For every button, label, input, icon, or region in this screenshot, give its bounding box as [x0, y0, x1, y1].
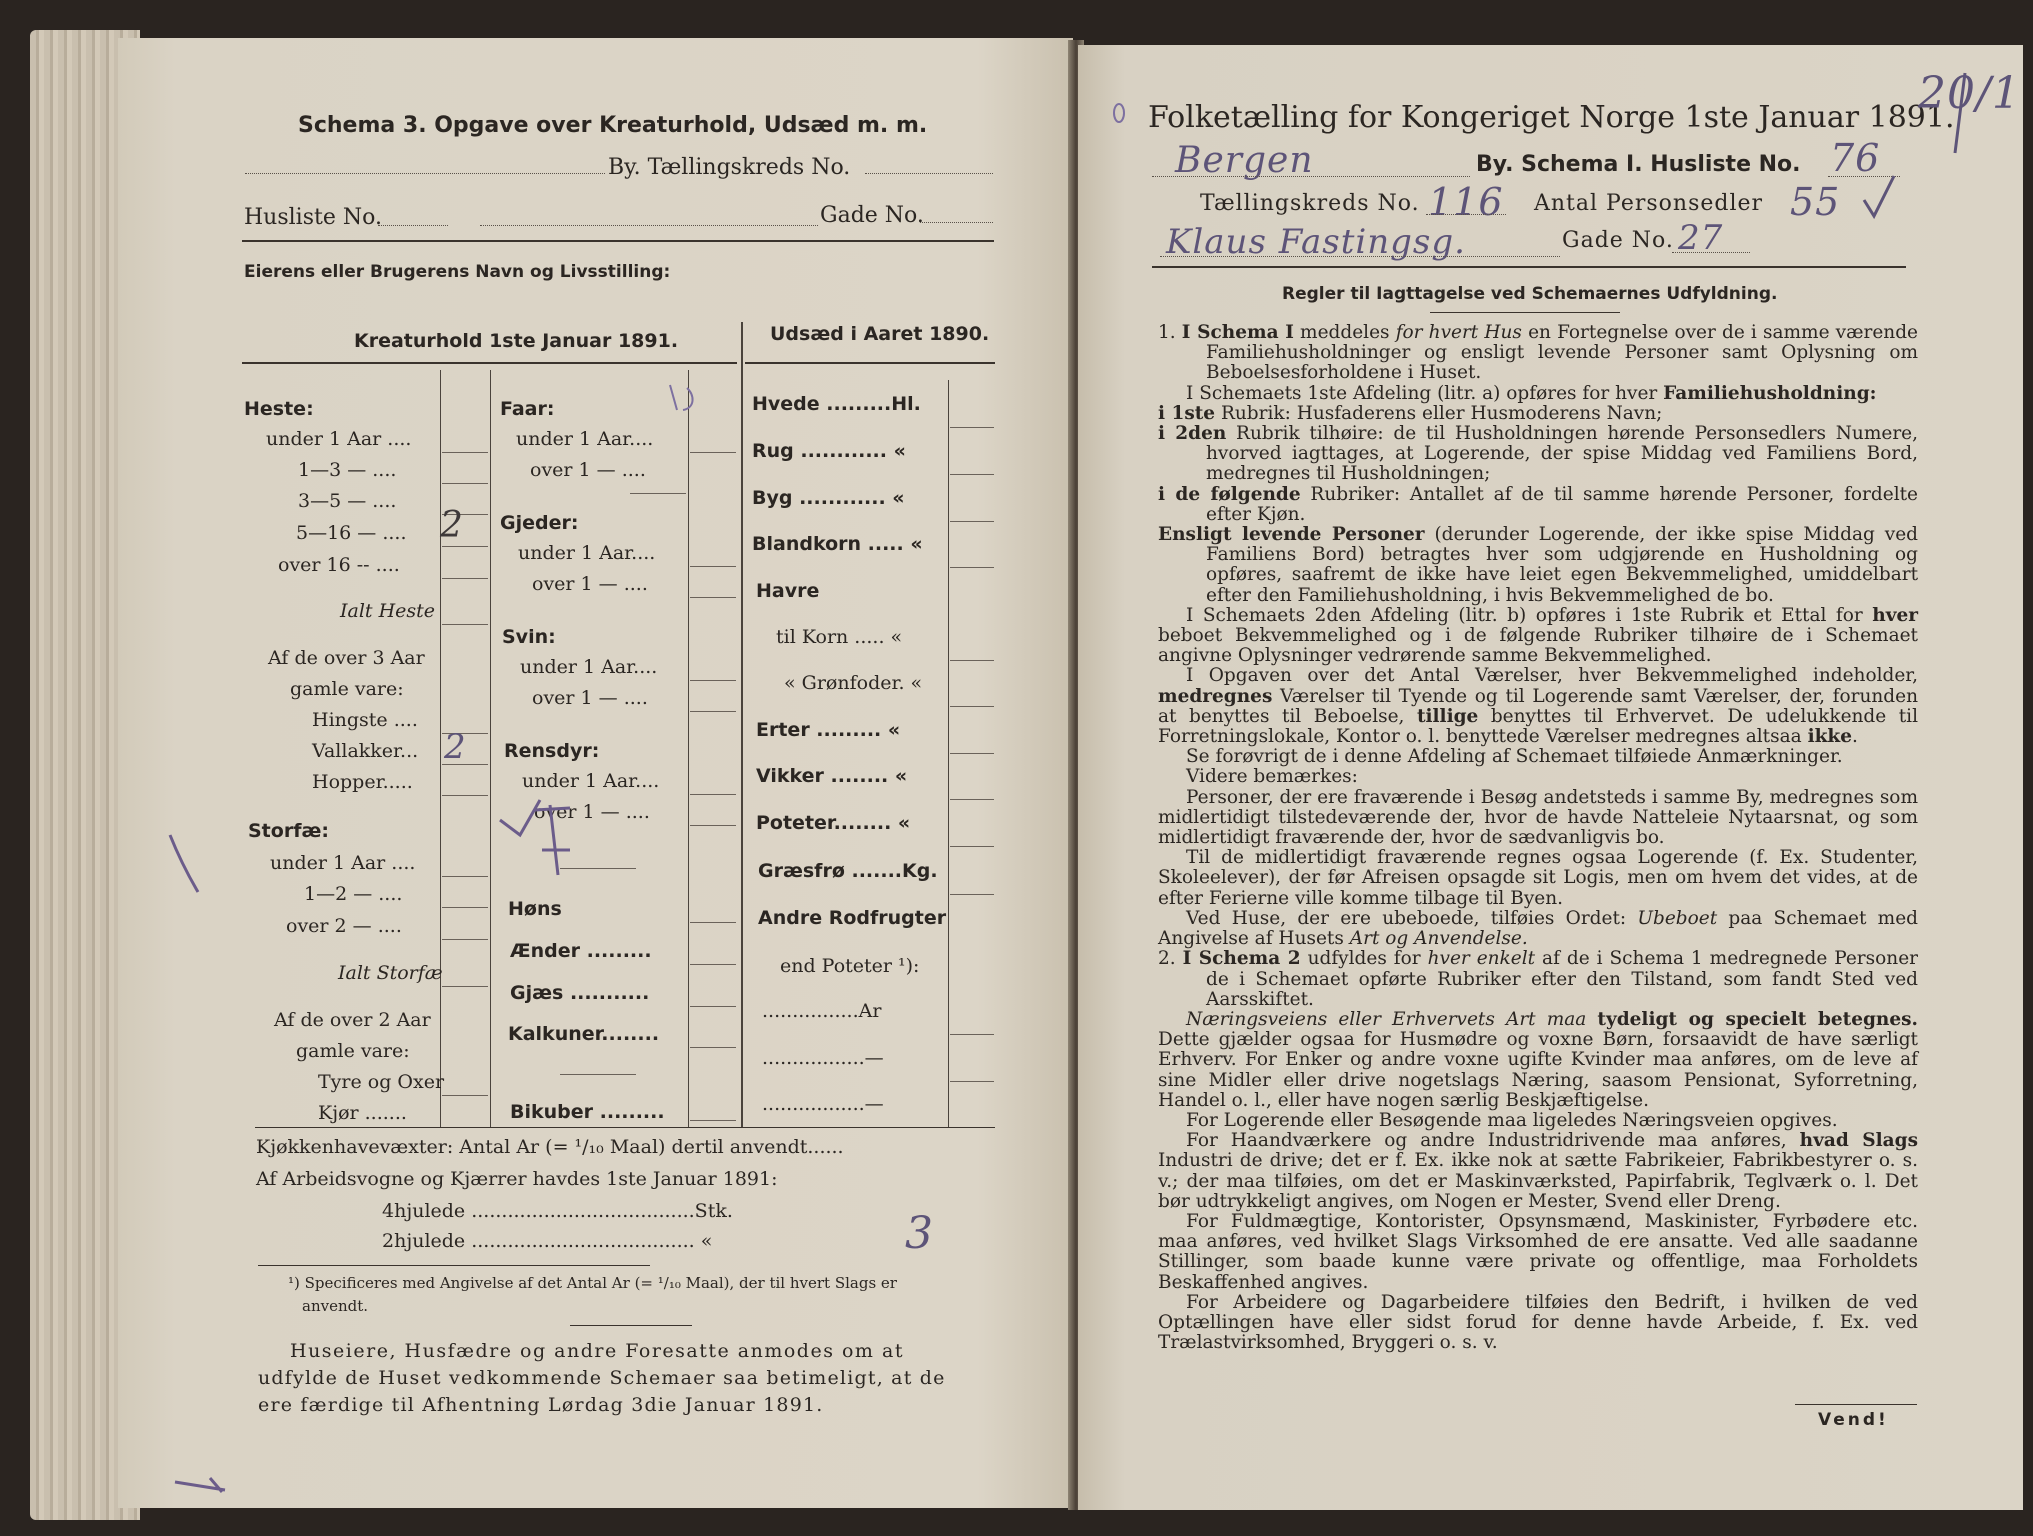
footnote-rule	[258, 1265, 650, 1266]
col1-box-left	[440, 370, 441, 1127]
poteter-label: Poteter........ «	[756, 812, 911, 834]
vikker-label: Vikker ........ «	[756, 765, 908, 787]
entry-slot	[690, 1120, 736, 1121]
rule-paragraph: I Opgaven over det Antal Værelser, hver Bekvemmelighed indeholder, medregnes Værelser til Tyende og til Logerende samt Værelser, der, forunden at benyttes til Beboelse, tillige benyttes til Erhvervet. De udelukkende til Forretningslokale, Kontor o. l. benyttede Værelser medregnes altsaa ikke.	[1158, 665, 1918, 748]
graesfro-label: Græsfrø .......Kg.	[758, 860, 938, 882]
entry-slot	[690, 452, 736, 453]
gjaes-label: Gjæs ...........	[510, 982, 650, 1004]
af-over2-label: gamle vare:	[296, 1040, 410, 1062]
gade-no-field	[920, 222, 993, 223]
handwritten-vallakker-count: 2	[444, 727, 467, 767]
pencil-mark	[1905, 68, 1985, 158]
col3-box-left	[948, 380, 949, 1127]
entry-slot	[950, 567, 994, 568]
city-field	[1152, 176, 1470, 177]
rule-paragraph: i 1ste Rubrik: Husfaderens eller Husmoderens Navn;	[1158, 402, 1663, 424]
gjeder-row: under 1 Aar....	[518, 542, 656, 564]
entry-slot	[950, 799, 994, 800]
entry-slot	[950, 894, 994, 895]
gronfoder-label: « Grønfoder. «	[784, 672, 923, 694]
hvede-label: Hvede .........Hl.	[752, 393, 921, 415]
husliste-field	[378, 225, 448, 226]
entry-slot	[442, 578, 488, 579]
kalkuner-label: Kalkuner........	[508, 1023, 660, 1045]
storfae-row: over 2 — ....	[286, 915, 402, 937]
faar-row: under 1 Aar....	[516, 428, 654, 450]
rug-label: Rug ............ «	[752, 440, 906, 462]
byg-label: Byg ............ «	[752, 487, 905, 509]
entry-slot	[950, 521, 994, 522]
storfae-row: 1—2 — ....	[304, 883, 403, 905]
pencil-scribble	[480, 780, 600, 890]
rule-paragraph: Personer, der ere fraværende i Besøg andetsteds i samme By, medregnes som midlertidigt tilstedeværende der, hvor de havde Natteleie Nytaarsnat, og som midlertidigt fraværende der, hvor de sædvanligvis bo.	[1158, 786, 1918, 849]
table-bottom-rule	[255, 1127, 995, 1128]
kreds-label: Tællingskreds No.	[1200, 191, 1420, 216]
eier-label: Eierens eller Brugerens Navn og Livsstilling:	[244, 262, 671, 282]
rule-paragraph: Ensligt levende Personer (derunder Logerende, der ikke spise Middag ved Familiens Bord) betragtes hver som udgjørende en Husholdning og opføres, saafremt de ikke have leiet egen Bekvemmelighed, umiddelbart efter den Familiehusholdning, i hvis Bekvemmelighed de bo.	[1158, 524, 1918, 606]
census-title: Folketælling for Kongeriget Norge 1ste Januar 1891.	[1148, 100, 1955, 135]
rule-paragraph: Videre bemærkes:	[1186, 766, 1358, 788]
entry-slot	[690, 964, 736, 965]
rule-paragraph: i 2den Rubrik tilhøire: de til Husholdningen hørende Personsedlers Numere, hvorved iagttages, at Logerende, der spise Middag ved Familiens Bord, medregnes til Husholdningen;	[1158, 423, 1918, 485]
entry-slot	[442, 546, 488, 547]
handwritten-kreds-no: 116	[1428, 180, 1504, 224]
gade-no-right-field	[1672, 252, 1750, 253]
arbeids-line: Af Arbeidsvogne og Kjærrer havdes 1ste Januar 1891:	[256, 1168, 778, 1190]
rule-paragraph: 2. I Schema 2 udfyldes for hver enkelt af de i Schema 1 medregnede Personer de i Schemaet opførte Rubriker efter den Tilstand, som fandt Sted ved Aarsskiftet.	[1158, 948, 1918, 1010]
handwritten-personsedler: 55	[1790, 180, 1841, 224]
col1-box-right	[490, 370, 491, 1127]
rensdyr-row: over 1 — ....	[534, 801, 650, 823]
rule-paragraph: For Arbeidere og Dagarbeidere tilføies den Bedrift, i hvilken de ved Optællingen have eller sidst forud for denne havde Arbeide, f. Ex. ved Trælastvirksomhed, Bryggeri o. s. v.	[1158, 1291, 1918, 1354]
af-over2-label: Af de over 2 Aar	[274, 1009, 431, 1031]
closing-text: ere færdige til Afhentning Lørdag 3die Januar 1891.	[258, 1394, 824, 1416]
handwritten-corner-note: 20/1	[1918, 68, 2021, 119]
entry-slot	[950, 753, 994, 754]
ialt-storfae: Ialt Storfæ	[338, 962, 443, 984]
by-schema-line: By. Schema I. Husliste No.	[1476, 152, 1801, 177]
af-over3-label: gamle vare:	[290, 678, 404, 700]
rensdyr-row: under 1 Aar....	[522, 770, 660, 792]
kjokken-line: Kjøkkenhavevæxter: Antal Ar (= ¹/₁₀ Maal) dertil anvendt......	[256, 1136, 844, 1158]
by-field	[245, 173, 605, 174]
entry-slot	[442, 907, 488, 908]
handwritten-heste-count: 2	[440, 505, 464, 546]
heste-row: 3—5 — ....	[298, 490, 397, 512]
closing-rule	[570, 1325, 692, 1326]
entry-slot	[690, 922, 736, 923]
erter-label: Erter ......... «	[756, 719, 901, 741]
udsaed-rule	[745, 362, 995, 364]
entry-slot	[690, 597, 736, 598]
rule-paragraph: Se forøvrigt de i denne Afdeling af Schemaet tilføiede Anmærkninger.	[1186, 746, 1843, 768]
storfae-label: Storfæ:	[248, 820, 329, 842]
aender-label: Ænder .........	[510, 940, 652, 962]
by-label: By. Tællingskreds No.	[608, 155, 851, 180]
gjeder-row: over 1 — ....	[532, 573, 648, 595]
andre-rodfrugter-label: Andre Rodfrugter	[758, 907, 947, 929]
pencil-mark	[160, 830, 210, 900]
header-rule	[242, 240, 994, 242]
hons-label: Høns	[508, 898, 562, 920]
rules-heading-rule	[1430, 312, 1620, 313]
entry-slot	[950, 846, 994, 847]
antal-label: Antal Personsedler	[1534, 191, 1764, 216]
vallakker-label: Vallakker...	[312, 740, 419, 762]
entry-slot	[950, 660, 994, 661]
kreatur-rule	[242, 362, 737, 364]
handwritten-street: Klaus Fastingsg.	[1166, 222, 1466, 262]
svin-label: Svin:	[502, 626, 556, 648]
vend-rule	[1795, 1404, 1917, 1405]
kjor-label: Kjør .......	[318, 1102, 407, 1124]
storfae-row: under 1 Aar ....	[270, 852, 416, 874]
ialt-heste: Ialt Heste	[340, 600, 436, 622]
kreatur-heading: Kreaturhold 1ste Januar 1891.	[354, 330, 679, 352]
entry-slot	[950, 474, 994, 475]
svin-row: under 1 Aar....	[520, 656, 658, 678]
firhjulede-line: 4hjulede .....................................Stk.	[382, 1200, 733, 1222]
blandkorn-label: Blandkorn ..... «	[752, 533, 923, 555]
entry-slot	[442, 1095, 488, 1096]
gade-field-left	[480, 225, 818, 226]
handwritten-gade-no: 27	[1678, 218, 1724, 258]
rules-heading: Regler til Iagttagelse ved Schemaernes Udfyldning.	[1282, 284, 1778, 304]
entry-slot	[442, 452, 488, 453]
heste-row: 1—3 — ....	[298, 459, 397, 481]
entry-slot	[690, 794, 736, 795]
rule-paragraph: For Logerende eller Besøgende maa ligeledes Næringsveien opgives.	[1186, 1109, 1838, 1131]
main-divider	[741, 322, 743, 1127]
street-field	[1160, 256, 1560, 257]
af-over3-label: Af de over 3 Aar	[268, 647, 425, 669]
entry-slot	[442, 624, 488, 625]
footnote: anvendt.	[302, 1297, 369, 1315]
entry-slot	[950, 1034, 994, 1035]
gade-label: Gade No.	[820, 203, 924, 228]
pencil-mark	[665, 380, 705, 420]
tohjulede-line: 2hjulede ..................................... «	[382, 1230, 713, 1252]
rules-text	[1158, 323, 1918, 1353]
rule-paragraph: 1. I Schema I meddeles for hvert Hus en Fortegnelse over de i samme værende Familiehusholdninger og ensligt levende Personer samt Oplysning om Beboelsesforholdene i Huset.	[1158, 322, 1918, 384]
gjeder-label: Gjeder:	[500, 512, 579, 534]
rule-paragraph: I Schemaets 2den Afdeling (litr. b) opføres i 1ste Rubrik et Ettal for hver beboet Bekvemmelighed og i de følgende Rubriker tilhøire de i Schemaet angivne Oplysninger vedrørende samme Bekvemmelighed.	[1158, 604, 1918, 667]
vend-label: Vend!	[1818, 1410, 1889, 1430]
closing-text: udfylde de Huset vedkommende Schemaer saa betimeligt, at de	[258, 1367, 946, 1389]
hopper-label: Hopper.....	[312, 771, 413, 793]
entry-slot	[442, 483, 488, 484]
entry-slot	[630, 493, 686, 494]
check-mark	[1860, 172, 1900, 222]
pencil-mark	[1110, 100, 1130, 126]
left-title: Schema 3. Opgave over Kreaturhold, Udsæd m. m.	[298, 113, 928, 138]
pencil-mark	[170, 1470, 240, 1500]
handwritten-city: Bergen	[1175, 140, 1314, 181]
right-header-rule	[1152, 266, 1906, 268]
rule-paragraph: For Haandværkere og andre Industridrivende maa anføres, hvad Slags Industri de drive; det er f. Ex. ikke nok at sætte Fabrikeier, Fabrikbestyrer o. s. v.; der maa tilføies, om det er Maskinværksted, Papirfabrik, Teglværk o. l. Det bør udtrykkeligt angives, om Nogen er Mester, Svend eller Dreng.	[1158, 1130, 1918, 1212]
entry-slot	[560, 1074, 636, 1075]
dash-line: .................—	[762, 1093, 884, 1115]
ar-line: ................Ar	[762, 1000, 882, 1022]
heste-label: Heste:	[244, 398, 314, 420]
andre-rodfrugter-label: end Poteter ¹):	[780, 955, 920, 977]
rule-paragraph: Næringsveiens eller Erhvervets Art maa tydeligt og specielt betegnes. Dette gjælder ogsaa for Husmødre og voxne Børn, forsaavidt de have særligt Erhverv. For Enker og andre voxne ugifte Kvinder maa anføres, om de leve af sine Midler eller drive nogetslags Næring, saasom Pensionat, Syforretning, Handel o. l., eller have nogen særlig Beskjæftigelse.	[1158, 1008, 1918, 1111]
col2-box-left	[688, 370, 689, 1127]
dash-line: .................—	[762, 1047, 884, 1069]
entry-slot	[950, 1081, 994, 1082]
kreds-field	[865, 173, 993, 174]
entry-slot	[690, 825, 736, 826]
rule-paragraph: For Fuldmægtige, Kontorister, Opsynsmænd, Maskinister, Fyrbødere etc. maa anføres, ved hvilket Slags Virksomhed de ere ansatte. Ved alle saadanne Stillinger, som baade kunne være private og offentlige, maa Forholdets Beskaffenhed angives.	[1158, 1210, 1918, 1293]
entry-slot	[690, 566, 736, 567]
entry-slot	[690, 1047, 736, 1048]
til-korn-label: til Korn ..... «	[776, 626, 903, 648]
rule-paragraph: I Schemaets 1ste Afdeling (litr. a) opføres for hver Familiehusholdning:	[1186, 382, 1877, 404]
rensdyr-label: Rensdyr:	[504, 740, 600, 762]
entry-slot	[690, 711, 736, 712]
kreds-no-field	[1426, 214, 1506, 215]
entry-slot	[690, 1006, 736, 1007]
bikuber-label: Bikuber .........	[510, 1101, 665, 1123]
gade-label-right: Gade No.	[1562, 228, 1674, 253]
tyre-label: Tyre og Oxer	[318, 1071, 445, 1093]
heste-row: over 16 -- ....	[278, 554, 400, 576]
entry-slot	[442, 986, 488, 987]
rule-paragraph: Til de midlertidigt fraværende regnes ogsaa Logerende (f. Ex. Studenter, Skoleelever), der før Afreisen opsagde sit Logis, men om hvem det vides, at de efter Ferierne ville komme tilbage til Byen.	[1158, 847, 1918, 909]
entry-slot	[950, 706, 994, 707]
closing-text: Huseiere, Husfædre og andre Foresatte anmodes om at	[290, 1340, 904, 1362]
entry-slot	[690, 680, 736, 681]
hingste-label: Hingste ....	[312, 709, 418, 731]
handwritten-tohjulede-count: 3	[905, 1208, 934, 1259]
footnote: ¹) Specificeres med Angivelse af det Antal Ar (= ¹/₁₀ Maal), der til hvert Slags er	[288, 1274, 897, 1292]
rule-paragraph: Ved Huse, der ere ubeboede, tilføies Ordet: Ubeboet paa Schemaet med Angivelse af Husets Art og Anvendelse.	[1158, 907, 1918, 950]
husliste-label: Husliste No.	[244, 205, 382, 230]
entry-slot	[950, 427, 994, 428]
svin-row: over 1 — ....	[532, 687, 648, 709]
rule-paragraph: i de følgende Rubriker: Antallet af de til samme hørende Personer, fordelte efter Kjøn.	[1158, 483, 1918, 525]
handwritten-husliste-no: 76	[1830, 136, 1881, 180]
faar-row: over 1 — ....	[530, 459, 646, 481]
heste-row: under 1 Aar ....	[266, 428, 412, 450]
havre-label: Havre	[756, 580, 820, 602]
entry-slot	[442, 939, 488, 940]
faar-label: Faar:	[500, 398, 555, 420]
heste-row: 5—16 — ....	[296, 522, 407, 544]
udsaed-heading: Udsæd i Aaret 1890.	[770, 323, 990, 345]
